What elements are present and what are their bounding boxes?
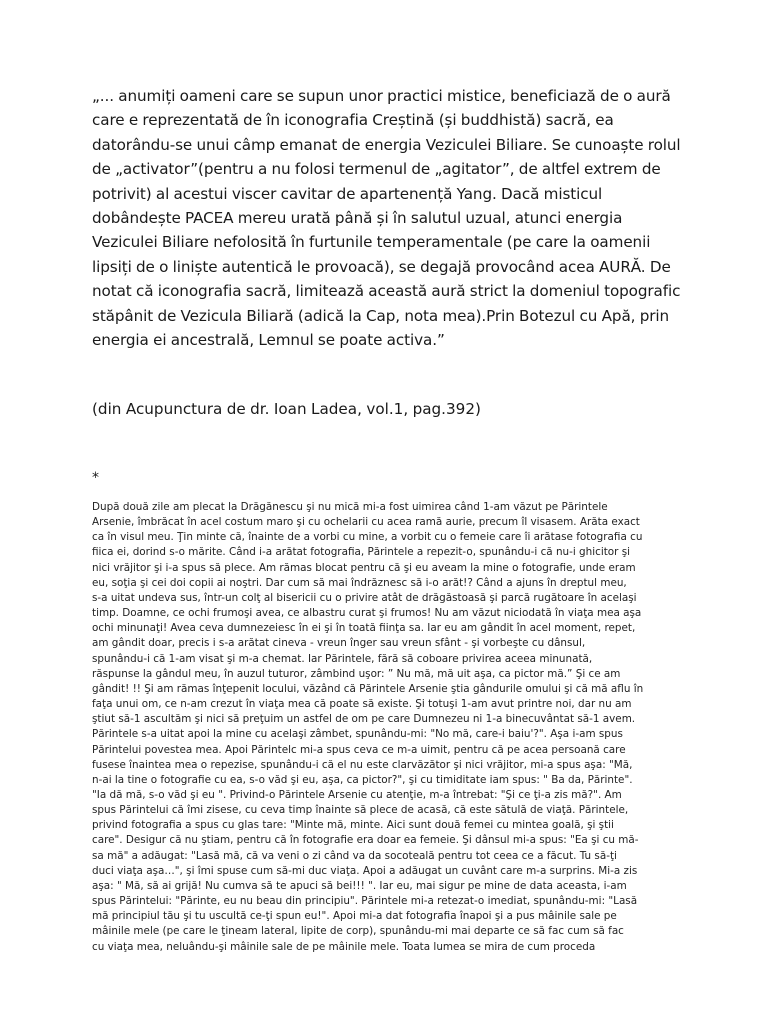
body-text-line: Părintelui povestea mea. Apoi Părintelc mi-a spus ceva ce m-a uimit, pentru că pe acea persoană care bbox=[92, 743, 626, 756]
quote-line: Veziculei Biliare nefolosită în furtunile temperamentale (pe care la oamenii bbox=[92, 233, 651, 252]
body-text-line: care". Desigur că nu ştiam, pentru că în fotografie era doar ea femeie. Şi dânsul mi-a spus: "Ea şi cu mă- bbox=[92, 834, 639, 847]
quote-line: de „activator”(pentru a nu folosi termenul de „agitator”, de altfel extrem de bbox=[92, 160, 661, 179]
body-text-line: răspunse la gândul meu, în auzul tuturor, zâmbind uşor: ” Nu mă, mă uit aşa, ca pictor mă.” Şi ce am bbox=[92, 667, 621, 680]
body-text-line: nici vrăjitor şi i-a spus să plece. Am rămas blocat pentru că şi eu aveam la mine o fotografie, unde eram bbox=[92, 561, 636, 574]
quote-line: notat că iconografia sacră, limitează această aură strict la domeniul topografic bbox=[92, 282, 681, 301]
body-text-line: După două zile am plecat la Drăgănescu şi nu mică mi-a fost uimirea când 1-am văzut pe Părintele bbox=[92, 501, 608, 513]
quote-block bbox=[92, 84, 684, 352]
body-text-line: ochi minunaţi! Avea ceva dumnezeiesc în ei şi în toată fiinţa sa. Iar eu am gândit în acel moment, repet, bbox=[92, 622, 636, 635]
body-text-line: spus Părintelui că îmi zisese, cu ceva timp înainte să plece de acasă, că este sătulă de viaţă. Părintele, bbox=[92, 804, 629, 817]
body-text-line: ca în visul meu. Ţin minte că, înainte de a vorbi cu mine, a vorbit cu o femeie care îi arătase fotografia cu bbox=[92, 531, 643, 544]
quote-line: care e reprezentată de în iconografia Creștină (și buddhistă) sacră, ea bbox=[92, 111, 614, 130]
body-text-line: n-ai la tine o fotografie cu ea, s-o văd şi eu, aşa, ca pictor?", şi cu timiditate iam spus: " Ba da, Părinte". bbox=[92, 773, 633, 786]
body-text-line: s-a uitat undeva sus, într-un colţ al bisericii cu o privire atât de drăgăstoasă şi parcă rugătoare în acelaşi bbox=[92, 591, 637, 604]
body-text-line: gândit! !! Şi am rămas înţepenit locului, văzând că Părintele Arsenie ştia gândurile omului şi că mă aflu în bbox=[92, 682, 644, 695]
quote-source: (din Acupunctura de dr. Ioan Ladea, vol.1, pag.392) bbox=[92, 400, 481, 418]
quote-line: stăpânit de Vezicula Biliară (adică la Cap, nota mea).Prin Botezul cu Apă, prin bbox=[92, 306, 670, 325]
quote-line: dobândește PACEA mereu urată până și în salutul uzual, atunci energia bbox=[92, 209, 623, 228]
body-text-line: am gândit doar, precis i s-a arătat cineva - vreun înger sau vreun sfânt - şi vorbeşte cu dânsul, bbox=[92, 637, 586, 650]
body-text-line: duci viaţa aşa…", şi îmi spuse cum să-mi duc viaţa. Apoi a adăugat un cuvânt care m-a surprins. Mi-a zis bbox=[92, 864, 638, 877]
quote-line: potrivit) al acestui viscer cavitar de apartenență Yang. Dacă misticul bbox=[92, 184, 603, 203]
body-text-line: Părintele s-a uitat apoi la mine cu acelaşi zâmbet, spunându-mi: "No mă, care-i baiu'?". Aşa i-am spus bbox=[92, 728, 623, 741]
body-text-line: ştiut să-1 ascultăm şi nici să preţuim un astfel de om pe care Dumnezeu ni 1-a binecuvântat să-1 avem. bbox=[92, 713, 636, 726]
quote-line: „... anumiți oameni care se supun unor practici mistice, beneficiază de o aură bbox=[92, 87, 671, 105]
body-text-line: cu viaţa mea, neluându-şi mâinile sale de pe mâinile mele. Toata lumea se mira de cum proceda bbox=[92, 940, 596, 953]
body-text-line: fiica ei, dorind s-o mărite. Când i-a arătat fotografia, Părintele a repezit-o, spunându-i că nu-i ghicitor şi bbox=[92, 546, 631, 559]
quote-line: datorându-se unui câmp emanat de energia Veziculei Biliare. Se cunoaște rolul bbox=[92, 135, 681, 154]
body-text-line: "Ia dă mă, s-o văd şi eu ". Privind-o Părintele Arsenie cu atenţie, m-a întrebat: "Şi ce ţi-a zis mă?". Am bbox=[92, 788, 622, 801]
body-text-line: timp. Doamne, ce ochi frumoşi avea, ce albastru curat şi frumos! Nu am văzut niciodată în viaţa mea aşa bbox=[92, 607, 642, 620]
quote-line: energia ei ancestrală, Lemnul se poate activa.” bbox=[92, 331, 445, 350]
body-text-line: privind fotografia a spus cu glas tare: "Minte mă, minte. Aici sunt două femei cu mintea goală, şi ştii bbox=[92, 819, 614, 832]
body-text-line: sa mă" a adăugat: "Lasă mă, că va veni o zi când va da socoteală pentru tot ceea ce a făcut. Tu să-ţi bbox=[92, 849, 617, 862]
quote-line: lipsiți de o liniște autentică le provoacă), se degajă provocând acea AURĂ. De bbox=[92, 257, 671, 276]
body-text-line: mâinile mele (pe care le ţineam lateral, lipite de corp), spunându-mi mai departe ce să fac cum să fac bbox=[92, 925, 624, 938]
body-text-line: spus Părintelui: "Părinte, eu nu beau din principiu". Părintele mi-a retezat-o imediat, spunându-mi: "Lasă bbox=[92, 895, 638, 908]
body-text-line: spunându-i că 1-am visat şi m-a chemat. Iar Părintele, fără să coboare privirea aceea minunată, bbox=[92, 652, 593, 665]
body-text-block bbox=[92, 500, 684, 955]
body-text-line: fusese înaintea mea o repezise, spunându-i că el nu este clarvăzător şi nici vrăjitor, mi-a spus aşa: "Mă, bbox=[92, 758, 633, 771]
body-text-line: Arsenie, îmbrăcat în acel costum maro şi cu ochelarii cu acea ramă aurie, precum îl visasem. Arăta exact bbox=[92, 516, 640, 529]
body-text-line: eu, soţia şi cei doi copii ai noştri. Dar cum să mai îndrăznesc să i-o arăt!? Când a ajuns în dreptul meu, bbox=[92, 576, 627, 589]
section-separator: * bbox=[92, 470, 99, 486]
body-text-line: aşa: " Mă, să ai grijă! Nu cumva să te apuci să bei!!! ". Iar eu, mai sigur pe mine de data aceasta, i-am bbox=[92, 879, 627, 892]
body-text-line: faţa unui om, ce n-am crezut în viaţa mea că poate să existe. Şi totuşi 1-am avut printre noi, dar nu am bbox=[92, 698, 632, 711]
body-text-line: mă principiul tău şi tu uscultă ce-ţi spun eu!". Apoi mi-a dat fotografia înapoi şi a pus mâinile sale pe bbox=[92, 910, 617, 923]
